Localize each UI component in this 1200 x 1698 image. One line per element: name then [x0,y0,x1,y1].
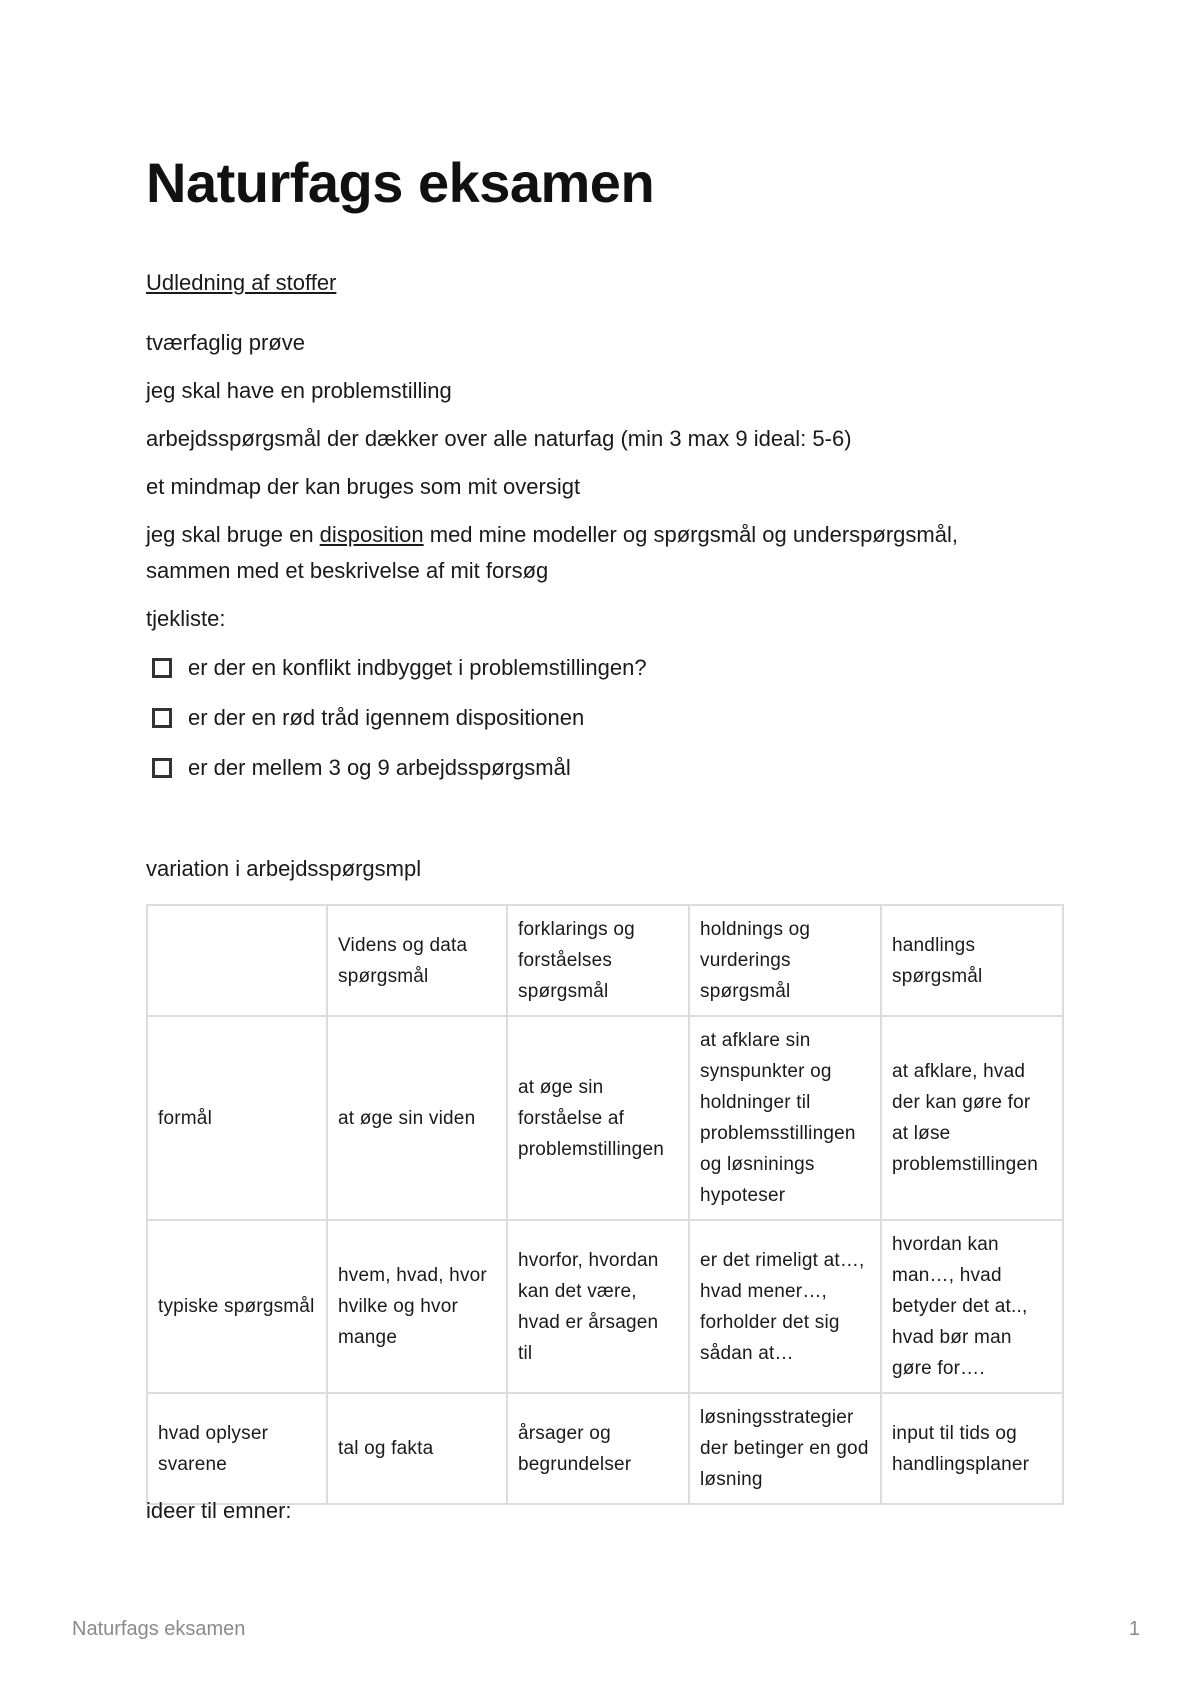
table-cell: input til tids og handlingsplaner [881,1393,1063,1504]
table-cell: at øge sin viden [327,1016,507,1220]
table-header-cell: Videns og data spørgsmål [327,905,507,1016]
checkbox[interactable] [152,708,172,728]
text-line-5-prefix: jeg skal bruge en [146,522,320,547]
disposition-link[interactable]: disposition [319,522,424,547]
table-cell: at øge sin forståelse af problemstillingen [507,1016,689,1220]
table-cell: hvem, hvad, hvor hvilke og hvor mange [327,1220,507,1393]
checklist-item-label: er der en rød tråd igennem dispositionen [188,705,585,730]
table-cell: løsningsstrategier der betinger en god løsning [689,1393,881,1504]
text-line-1: tværfaglig prøve [146,330,305,355]
text-line-5-suffix: med mine modeller og spørgsmål og underspørgsmål, [423,522,958,547]
table-header-cell: handlings spørgsmål [881,905,1063,1016]
row-label-cell: formål [147,1016,327,1220]
text-line-4: et mindmap der kan bruges som mit oversigt [146,474,581,499]
table-header-cell: forklarings og forståelses spørgsmål [507,905,689,1016]
text-line-5 [146,517,958,553]
footer-title: Naturfags eksamen [72,1618,246,1640]
table-cell: at afklare, hvad der kan gøre for at løse problemstillingen [881,1016,1063,1220]
table-header-row [147,905,1063,1016]
table-header-cell: holdnings og vurderings spørgsmål [689,905,881,1016]
table-cell: hvordan kan man…, hvad betyder det at.., hvad bør man gøre for…. [881,1220,1063,1393]
table-cell [147,905,327,1016]
table-cell: hvorfor, hvordan kan det være, hvad er årsagen til [507,1220,689,1393]
section-heading: Udledning af stoffer [146,270,337,295]
row-label-cell: typiske spørgsmål [147,1220,327,1393]
checklist-item[interactable] [152,705,584,731]
table-cell: er det rimeligt at…, hvad mener…, forholder det sig sådan at… [689,1220,881,1393]
table-row [147,1393,1063,1504]
checklist-item-label: er der en konflikt indbygget i problemstillingen? [188,655,647,680]
text-line-3: arbejdsspørgsmål der dækker over alle naturfag (min 3 max 9 ideal: 5-6) [146,426,852,451]
table-cell: at afklare sin synspunkter og holdninger til problemsstillingen og løsninings hypoteser [689,1016,881,1220]
checklist-item-label: er der mellem 3 og 9 arbejdsspørgsmål [188,755,571,780]
checklist-item[interactable] [152,655,647,681]
question-types-table [146,904,1064,1505]
text-line-2: jeg skal have en problemstilling [146,378,452,403]
table-cell: årsager og begrundelser [507,1393,689,1504]
table-cell: tal og fakta [327,1393,507,1504]
checklist-heading: tjekliste: [146,606,226,631]
closing-line: ideer til emner: [146,1498,292,1523]
page-title: Naturfags eksamen [146,151,655,214]
row-label-cell: hvad oplyser svarene [147,1393,327,1504]
checklist-item[interactable] [152,755,571,781]
page-number: 1 [1128,1618,1140,1640]
checkbox[interactable] [152,758,172,778]
table-heading: variation i arbejdsspørgsmpl [146,856,422,881]
checkbox[interactable] [152,658,172,678]
text-line-6: sammen med et beskrivelse af mit forsøg [146,558,549,583]
table-row [147,1220,1063,1393]
table-row [147,1016,1063,1220]
